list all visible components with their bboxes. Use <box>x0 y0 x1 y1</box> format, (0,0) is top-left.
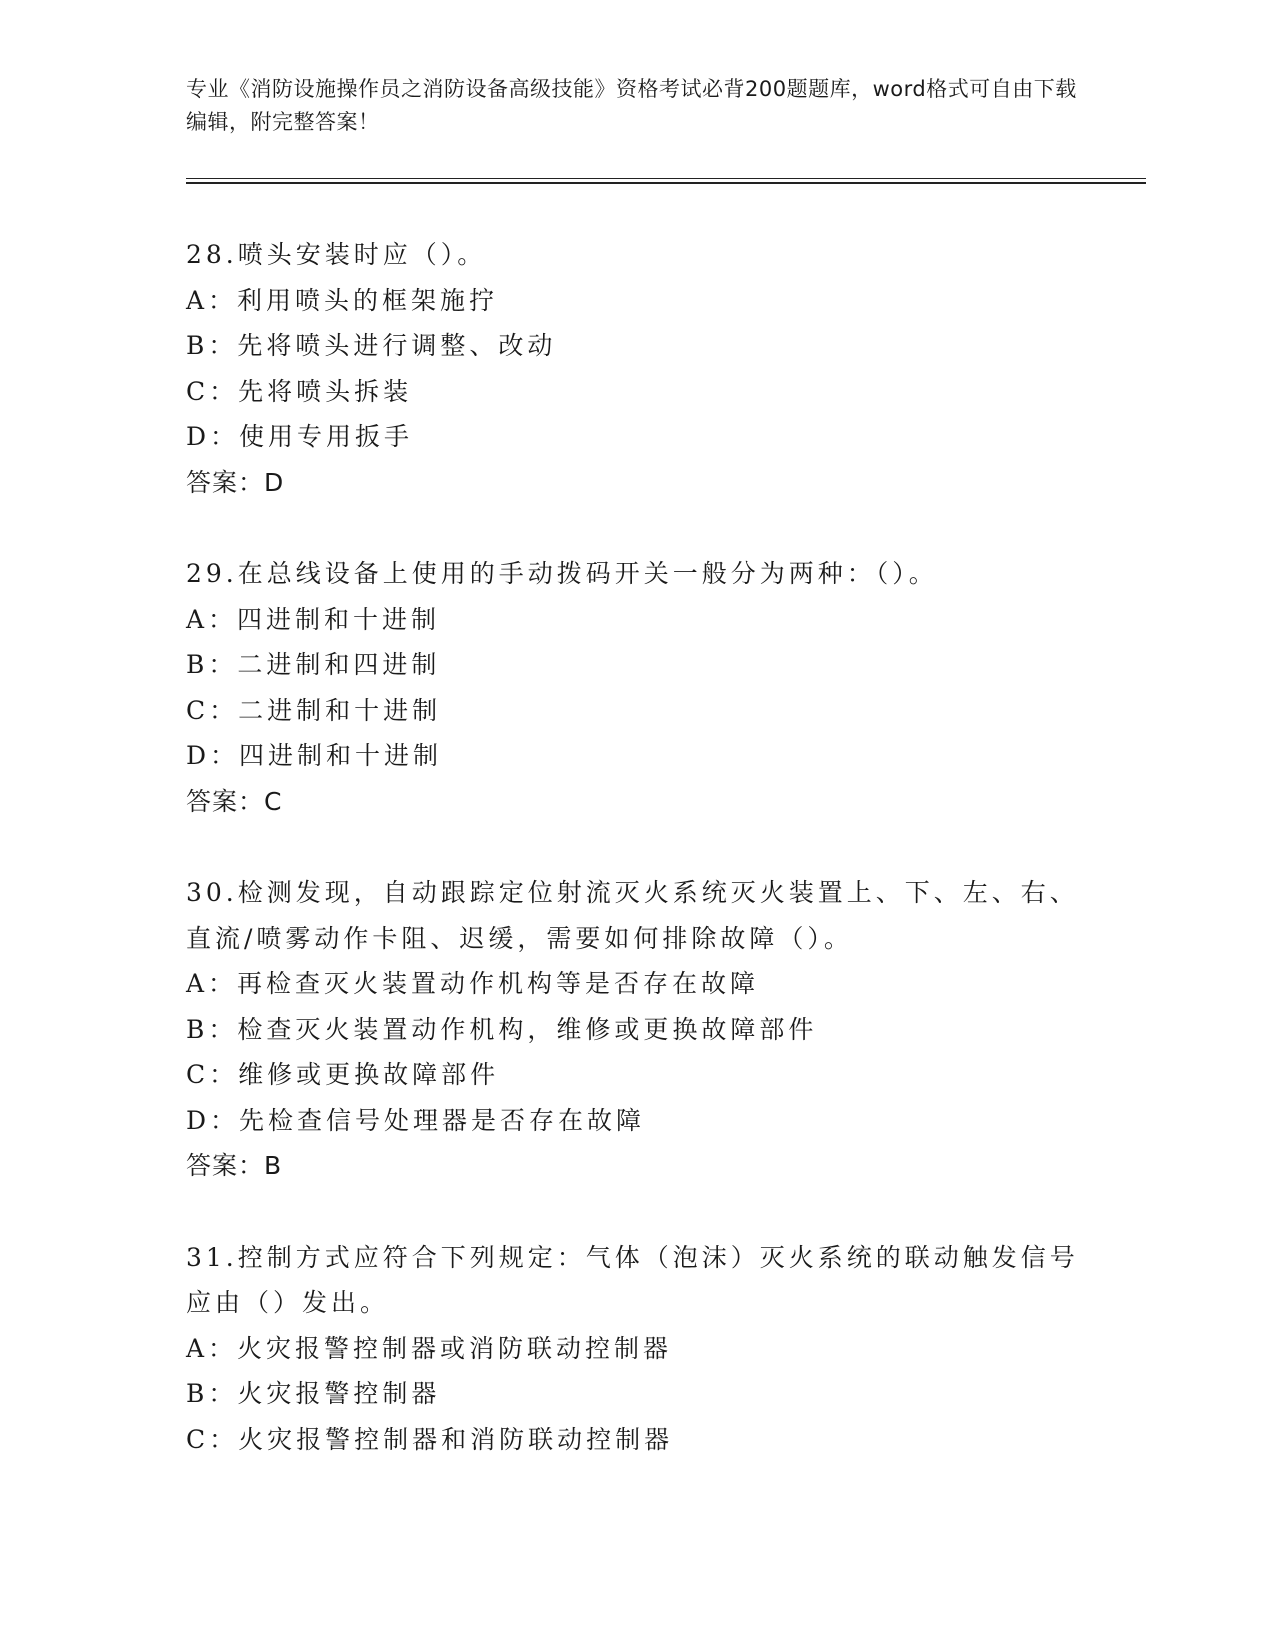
option-a: A：四进制和十进制 <box>186 604 441 634</box>
option-c: C：维修或更换故障部件 <box>186 1060 500 1089</box>
answer: 答案：C <box>186 786 283 816</box>
option-b: B：二进制和四进制 <box>186 650 441 679</box>
option-c: C：先将喷头拆装 <box>186 376 413 406</box>
option-a: A：再检查灭火装置动作机构等是否存在故障 <box>186 969 760 998</box>
question-stem: 28.喷头安装时应（）。 <box>186 240 487 269</box>
question-31 <box>186 1235 1086 1463</box>
page-header: 专业《消防设施操作员之消防设备高级技能》资格考试必背200题题库，word格式可自由下载编辑，附完整答案！ <box>186 77 1077 134</box>
question-29 <box>186 551 1086 824</box>
option-d: D：使用专用扳手 <box>186 422 414 451</box>
option-b: B：先将喷头进行调整、改动 <box>186 331 557 360</box>
header-divider-thin <box>186 178 1146 179</box>
question-stem: 30.检测发现，自动跟踪定位射流灭火系统灭火装置上、下、左、右、直流/喷雾动作卡阻、迟缓，需要如何排除故障（）。 <box>186 878 1079 953</box>
option-a: A：利用喷头的框架施拧 <box>186 285 499 315</box>
question-stem: 29.在总线设备上使用的手动拨码开关一般分为两种：（）。 <box>186 559 938 588</box>
question-stem: 31.控制方式应符合下列规定：气体（泡沫）灭火系统的联动触发信号应由（）发出。 <box>186 1242 1079 1317</box>
option-a: A：火灾报警控制器或消防联动控制器 <box>186 1333 673 1363</box>
answer: 答案：B <box>186 1151 283 1180</box>
question-28 <box>186 232 1086 505</box>
option-c: C：火灾报警控制器和消防联动控制器 <box>186 1424 674 1454</box>
header-divider-thick <box>186 182 1146 184</box>
question-30 <box>186 870 1086 1189</box>
option-c: C：二进制和十进制 <box>186 695 442 725</box>
option-d: D：先检查信号处理器是否存在故障 <box>186 1105 646 1135</box>
option-d: D：四进制和十进制 <box>186 741 443 770</box>
option-b: B：检查灭火装置动作机构，维修或更换故障部件 <box>186 1014 818 1044</box>
option-b: B：火灾报警控制器 <box>186 1379 441 1408</box>
question-list <box>186 232 1086 1508</box>
answer: 答案：D <box>186 467 285 497</box>
